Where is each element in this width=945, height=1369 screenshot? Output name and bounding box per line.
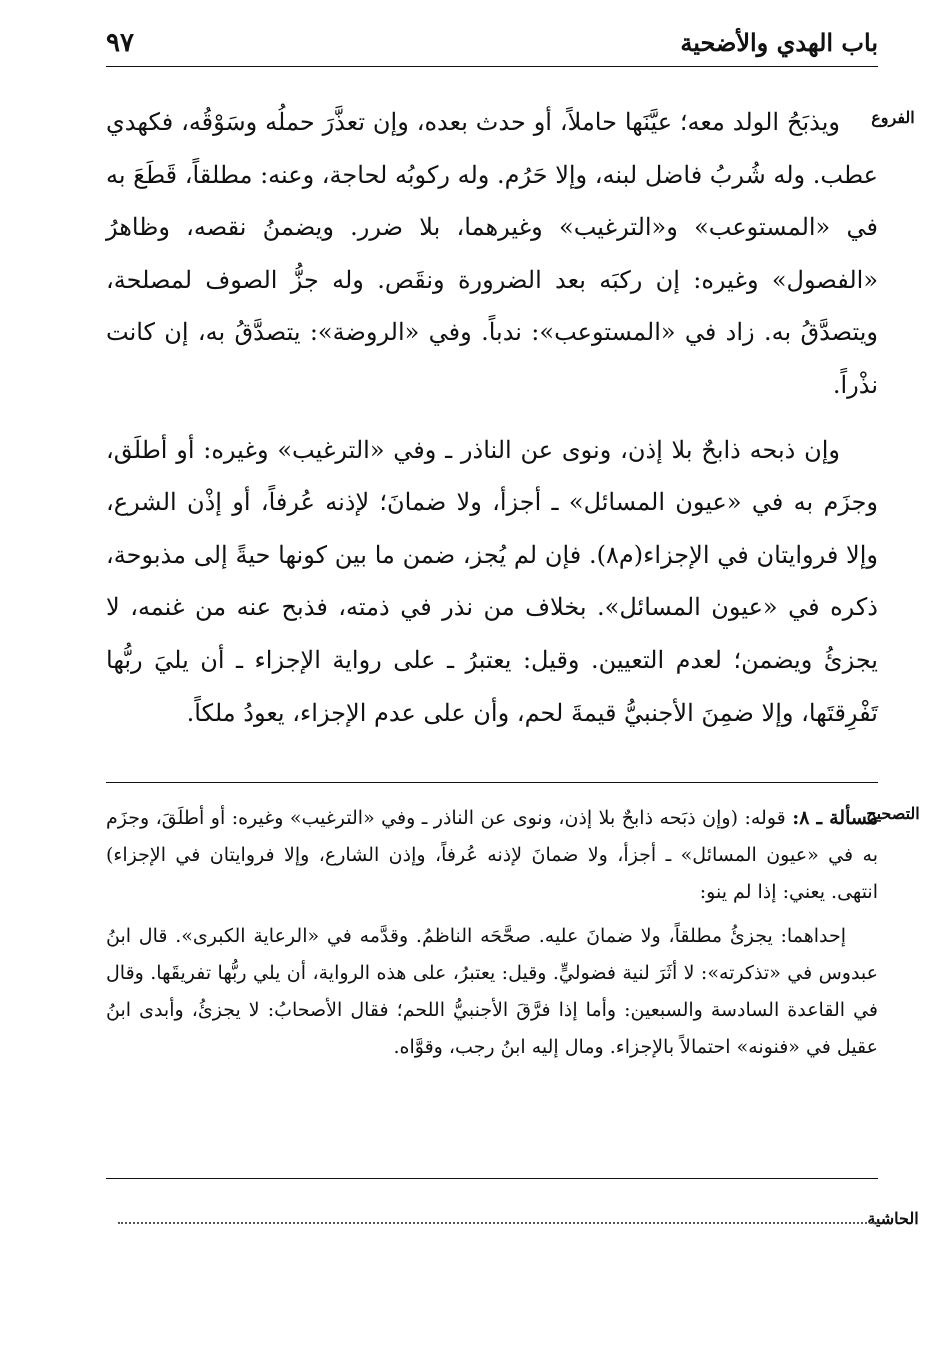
main-text	[106, 96, 878, 739]
hashiya-dotted-line	[118, 1222, 878, 1224]
divider-correction-hashiya	[106, 1178, 878, 1179]
side-label-tashih: التصحيح	[866, 804, 920, 823]
page-number: ٩٧	[106, 28, 134, 58]
issue-number: مسألة ـ ٨:	[792, 807, 878, 829]
side-label-hashiya: الحاشية	[867, 1209, 919, 1228]
main-paragraph-1: ويذبَحُ الولد معه؛ عيَّنَها حاملاً، أو حدث بعده، وإن تعذَّرَ حملُه وسَوْقُه، فكهدي عطب. وله شُربُ فاضل لبنه، وإلا حَرُم. وله ركوبُه لحاجة، وعنه: مطلقاً، قَطَعَ به في «المستوعب» و«الترغيب» وغيرهما، بلا ضرر. ويضمنُ نقصه، وظاهرُ «الفصول» وغيره: إن ركبَه بعد الضرورة ونقَص. وله جزُّ الصوف لمصلحة، ويتصدَّقُ به. زاد في «المستوعب»: ندباً. وفي «الروضة»: يتصدَّقُ به، إن كانت نذْراً.	[106, 108, 878, 399]
main-paragraph-2: وإن ذبحه ذابحٌ بلا إذن، ونوى عن الناذر ـ وفي «الترغيب» وغيره: أو أطلَق، وجزَم به في «عيون المسائل» ـ أجزأ، ولا ضمانَ؛ لإذنه عُرفاً، أو إذْن الشرع، وإلا فروايتان في الإجزاء(م٨). فإن لم يُجز، ضمن ما بين كونها حيةً إلى مذبوحة، ذكره في «عيون المسائل». بخلاف من نذر في ذمته، فذبح عنه من غنمه، لا يجزئُ ويضمن؛ لعدم التعيين. وقيل: يعتبرُ ـ على رواية الإجزاء ـ أن يليَ ربُّها تَفْرِقتَها، وإلا ضمِنَ الأجنبيُّ قيمةَ لحم، وأن على عدم الإجزاء، يعودُ ملكاً.	[106, 435, 878, 727]
divider-main-correction	[106, 782, 878, 783]
correction-paragraph-1	[106, 800, 878, 911]
correction-text	[106, 800, 878, 1066]
side-label-furu: الفروع	[871, 108, 915, 127]
correction-body-1: قوله: (وإن ذبَحه ذابحٌ بلا إذن، ونوى عن الناذر ـ وفي «الترغيب» وغيره: أو أطلَقَ، وجزَم به في «عيون المسائل» ـ أجزأ، ولا ضمانَ لإذنه عُرفاً، وإذن الشارع، وإلا فروايتان في الإجزاء) انتهى. يعني: إذا لم ينو:	[106, 807, 878, 903]
hashiya-area	[106, 1206, 878, 1230]
correction-paragraph-2: إحداهما: يجزئُ مطلقاً، ولا ضمانَ عليه. صحَّحَه الناظمُ. وقدَّمه في «الرعاية الكبرى». قال ابنُ عبدوس في «تذكرته»: لا أثَرَ لنية فضوليٍّ. وقيل: يعتبرُ، على هذه الرواية، أن يلي ربُّها تفريقَها. وقال في القاعدة السادسة والسبعين: وأما إذا فرَّقَ الأجنبيُّ اللحم؛ فقال الأصحابُ: لا يجزئُ، وأبدى ابنُ عقيل في «فنونه» احتمالاً بالإجزاء. ومال إليه ابنُ رجب، وقوَّاه.	[106, 925, 878, 1058]
page-header	[106, 22, 878, 67]
chapter-title: باب الهدي والأضحية	[680, 28, 878, 57]
